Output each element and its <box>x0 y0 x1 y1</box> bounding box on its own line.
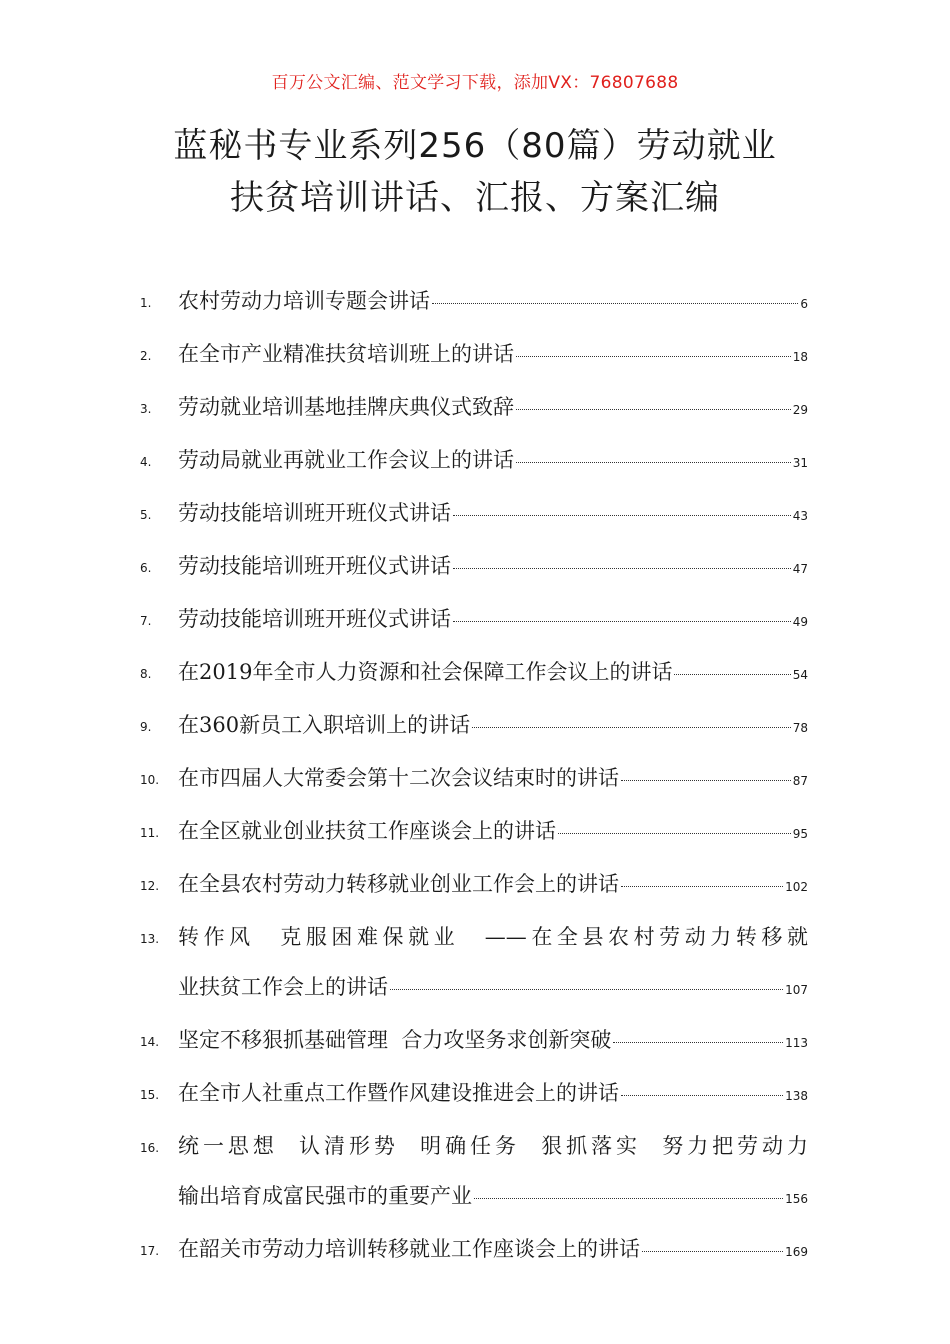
toc-item[interactable] <box>140 329 808 382</box>
dot-leader <box>674 674 790 675</box>
dot-leader <box>621 886 783 887</box>
toc-item[interactable] <box>140 488 808 541</box>
toc-title: 在360新员工入职培训上的讲话 <box>178 713 471 737</box>
toc-item[interactable] <box>140 912 808 1015</box>
toc-item[interactable] <box>140 382 808 435</box>
dot-leader <box>453 515 791 516</box>
toc-item[interactable] <box>140 276 808 329</box>
toc-page-number: 113 <box>785 1036 808 1050</box>
table-of-contents <box>140 276 808 1277</box>
toc-item[interactable] <box>140 435 808 488</box>
dot-leader <box>642 1251 783 1252</box>
toc-item[interactable] <box>140 859 808 912</box>
toc-item[interactable] <box>140 1121 808 1224</box>
toc-page-number: 31 <box>792 456 808 470</box>
toc-page-number: 95 <box>792 827 808 841</box>
toc-number: 14. <box>140 1035 160 1049</box>
toc-number: 16. <box>140 1141 160 1155</box>
toc-number: 2. <box>140 349 152 363</box>
toc-item[interactable] <box>140 753 808 806</box>
toc-number: 13. <box>140 932 160 946</box>
header-banner: 百万公文汇编、范文学习下载，添加VX：76807688 <box>271 73 679 93</box>
toc-title: 在市四届人大常委会第十二次会议结束时的讲话 <box>178 766 619 790</box>
toc-page-number: 156 <box>785 1192 808 1206</box>
toc-title: 劳动局就业再就业工作会议上的讲话 <box>178 448 514 472</box>
toc-page-number: 107 <box>785 983 808 997</box>
toc-page-number: 47 <box>792 562 808 576</box>
dot-leader <box>453 568 791 569</box>
toc-item[interactable] <box>140 700 808 753</box>
toc-item[interactable] <box>140 594 808 647</box>
document-title <box>0 120 950 224</box>
toc-page-number: 29 <box>792 403 808 417</box>
toc-title: 在韶关市劳动力培训转移就业工作座谈会上的讲话 <box>178 1237 640 1261</box>
toc-title-line-1: 统一思想 认清形势 明确任务 狠抓落实 努力把劳动力 <box>178 1134 808 1158</box>
toc-item[interactable] <box>140 647 808 700</box>
toc-page-number: 87 <box>792 774 808 788</box>
toc-page-number: 54 <box>792 668 808 682</box>
toc-page-number: 78 <box>792 721 808 735</box>
dot-leader <box>613 1042 783 1043</box>
toc-number: 9. <box>140 720 152 734</box>
dot-leader <box>390 989 783 990</box>
toc-number: 10. <box>140 773 160 787</box>
dot-leader <box>621 780 791 781</box>
dot-leader <box>558 833 791 834</box>
dot-leader <box>516 409 791 410</box>
toc-item[interactable] <box>140 1068 808 1121</box>
toc-number: 11. <box>140 826 160 840</box>
toc-title: 在全市人社重点工作暨作风建设推进会上的讲话 <box>178 1081 619 1105</box>
toc-page-number: 169 <box>785 1245 808 1259</box>
dot-leader <box>621 1095 783 1096</box>
toc-item[interactable] <box>140 541 808 594</box>
toc-number: 3. <box>140 402 152 416</box>
toc-page-number: 43 <box>792 509 808 523</box>
dot-leader <box>472 727 791 728</box>
toc-page-number: 18 <box>792 350 808 364</box>
toc-number: 4. <box>140 455 152 469</box>
title-line-2: 扶贫培训讲话、汇报、方案汇编 <box>230 178 720 218</box>
toc-title: 在全县农村劳动力转移就业创业工作会上的讲话 <box>178 872 619 896</box>
toc-page-number: 49 <box>792 615 808 629</box>
toc-page-number: 102 <box>785 880 808 894</box>
toc-number: 7. <box>140 614 152 628</box>
toc-number: 12. <box>140 879 160 893</box>
toc-item[interactable] <box>140 806 808 859</box>
dot-leader <box>516 356 791 357</box>
toc-title: 在2019年全市人力资源和社会保障工作会议上的讲话 <box>178 660 673 684</box>
toc-number: 8. <box>140 667 152 681</box>
toc-title: 农村劳动力培训专题会讲话 <box>178 289 430 313</box>
toc-page-number: 6 <box>800 297 808 311</box>
toc-title: 劳动技能培训班开班仪式讲话 <box>178 554 451 578</box>
title-line-1: 蓝秘书专业系列256（80篇）劳动就业 <box>173 126 777 166</box>
toc-number: 6. <box>140 561 152 575</box>
dot-leader <box>453 621 791 622</box>
toc-title: 在全市产业精准扶贫培训班上的讲话 <box>178 342 514 366</box>
toc-number: 17. <box>140 1244 160 1258</box>
toc-item[interactable] <box>140 1224 808 1277</box>
dot-leader <box>516 462 791 463</box>
toc-title: 劳动技能培训班开班仪式讲话 <box>178 501 451 525</box>
toc-number: 15. <box>140 1088 160 1102</box>
toc-page-number: 138 <box>785 1089 808 1103</box>
toc-title: 劳动技能培训班开班仪式讲话 <box>178 607 451 631</box>
dot-leader <box>474 1198 783 1199</box>
toc-title: 劳动就业培训基地挂牌庆典仪式致辞 <box>178 395 514 419</box>
toc-number: 5. <box>140 508 152 522</box>
toc-title-line-1: 转作风 克服困难保就业 ——在全县农村劳动力转移就 <box>178 925 808 949</box>
toc-title: 坚定不移狠抓基础管理 合力攻坚务求创新突破 <box>178 1028 612 1052</box>
toc-title-line-2: 业扶贫工作会上的讲话 <box>178 975 388 999</box>
toc-title: 在全区就业创业扶贫工作座谈会上的讲话 <box>178 819 556 843</box>
toc-title-line-2: 输出培育成富民强市的重要产业 <box>178 1184 472 1208</box>
toc-item[interactable] <box>140 1015 808 1068</box>
toc-number: 1. <box>140 296 152 310</box>
dot-leader <box>432 303 798 304</box>
